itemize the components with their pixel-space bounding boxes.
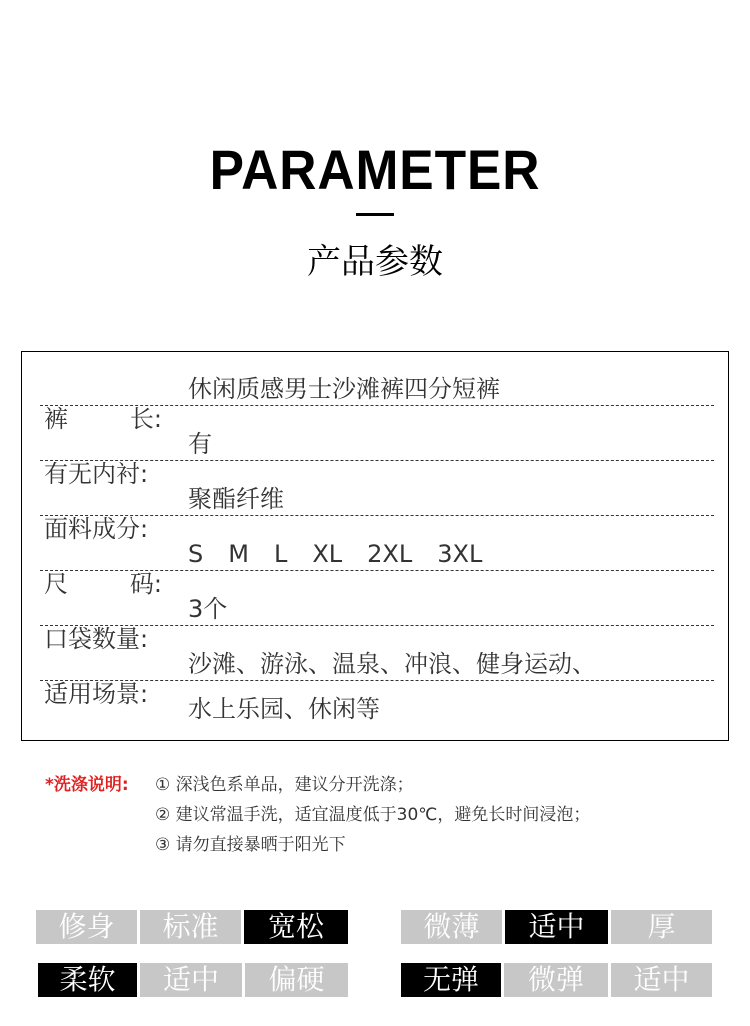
spec-row-lining: 有无内衬: 有 [40,415,714,461]
softness-option: 偏硬 [245,963,348,997]
dashed-divider [40,405,714,406]
spec-value: 有 [188,430,212,458]
thickness-option-selected: 适中 [505,910,608,944]
elasticity-option-selected: 无弹 [401,963,501,997]
elasticity-option: 微弹 [504,963,608,997]
fit-option: 修身 [36,910,137,944]
dashed-divider [40,515,714,516]
washing-line: ② 建议常温手洗，适宜温度低于30℃，避免长时间浸泡； [155,805,591,825]
spec-row-length: 裤 长: 休闲质感男士沙滩裤四分短裤 [40,360,714,406]
size-option: XL [312,540,343,568]
spec-table [21,351,729,741]
page-title: PARAMETER [209,138,541,201]
spec-row-scenarios: 适用场景: 沙滩、游泳、温泉、冲浪、健身运动、 [40,635,714,681]
softness-option: 适中 [140,963,242,997]
dashed-divider [40,680,714,681]
dashed-divider [40,570,714,571]
size-option: 3XL [437,540,483,568]
softness-scale [38,963,348,997]
size-option: M [228,540,249,568]
title-divider [356,213,394,216]
size-option: 2XL [367,540,413,568]
thickness-scale [401,910,712,944]
elasticity-option: 适中 [611,963,712,997]
dashed-divider [40,625,714,626]
softness-option-selected: 柔软 [38,963,137,997]
thickness-option: 微薄 [401,910,502,944]
spec-value: 休闲质感男士沙滩裤四分短裤 [188,375,500,403]
washing-label: *洗涤说明: [45,775,129,795]
spec-value: 沙滩、游泳、温泉、冲浪、健身运动、 [188,650,596,678]
size-list [188,539,507,569]
size-option: S [188,540,204,568]
page-subtitle: 产品参数 [307,242,443,282]
washing-line: ① 深浅色系单品，建议分开洗涤； [155,775,414,795]
fit-option: 标准 [140,910,241,944]
fit-scale [36,910,348,944]
spec-value-continuation: 水上乐园、休闲等 [188,695,380,723]
dashed-divider [40,460,714,461]
spec-row-pockets: 口袋数量: 3个 [40,580,714,626]
spec-row-fabric: 面料成分: 聚酯纤维 [40,470,714,516]
elasticity-scale [401,963,712,997]
thickness-option: 厚 [611,910,712,944]
spec-value: 3个 [188,595,228,623]
spec-row-size: 尺 码: S M L XL 2XL 3XL [40,525,714,571]
size-option: L [273,540,288,568]
spec-value: 聚酯纤维 [188,485,284,513]
washing-line: ③ 请勿直接暴晒于阳光下 [155,835,346,855]
fit-option-selected: 宽松 [244,910,348,944]
